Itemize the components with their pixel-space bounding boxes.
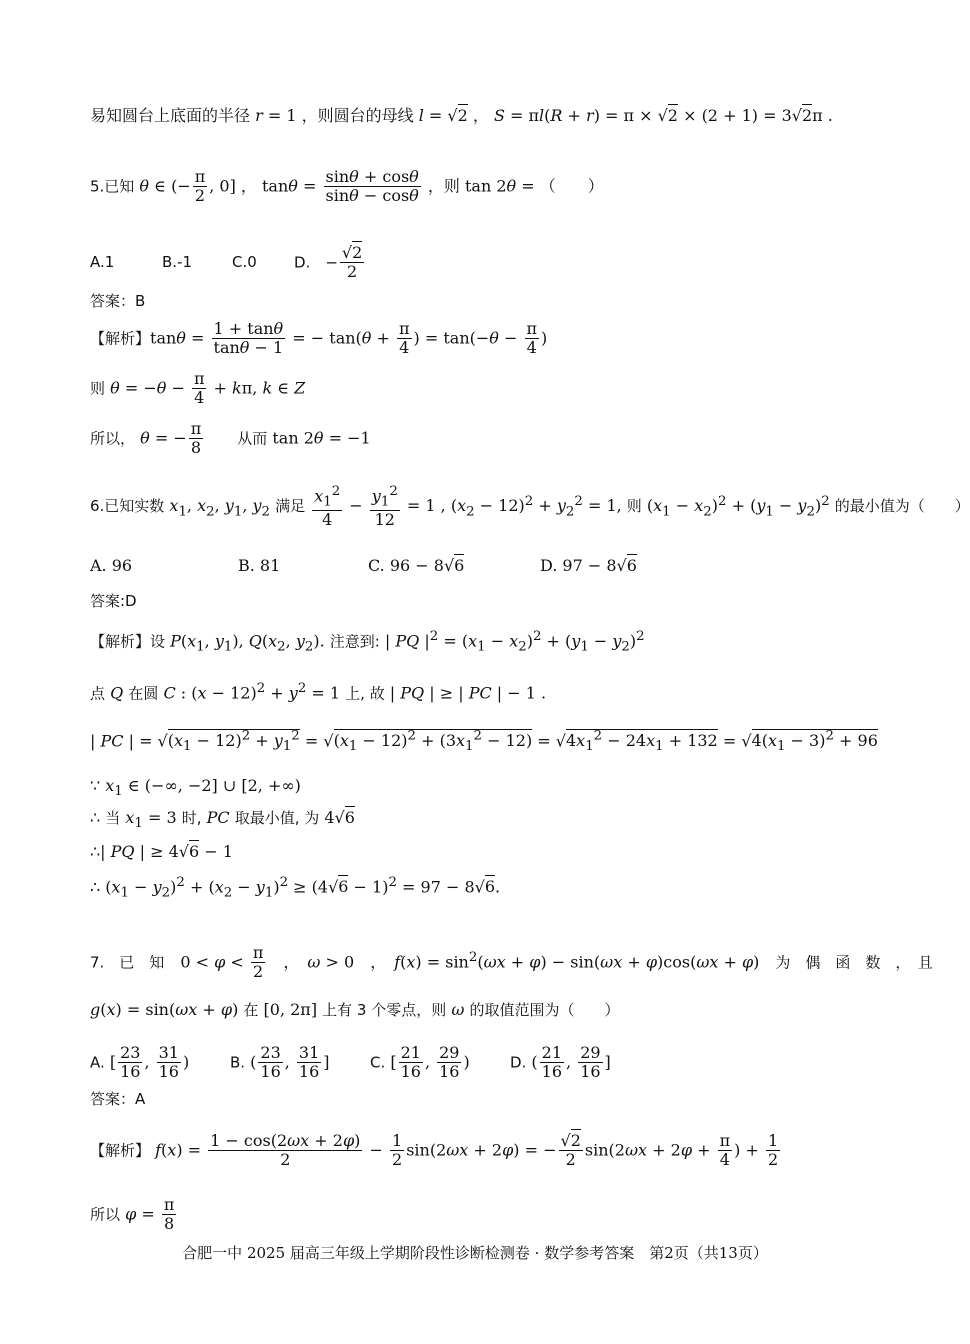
option-b: B. 81 xyxy=(238,556,281,575)
question-6-solution-6: ∴| PQ | ≥ 4√6 − 1 xyxy=(90,842,233,861)
question-6-options xyxy=(90,558,637,574)
option-b: B.-1 xyxy=(162,253,193,272)
question-6-solution-3: | PC | = $√(x_1 - 12)^2 + y_1^2 = √(x_1 - 12)^2 + (3x_1^2 - 12) = √4x_1^2 - 24x_1 + 132 = √4(x_1 - 3)^2 + 96$ xyxy=(90,729,878,755)
question-6-solution-1: 【解析】设 $P(x_1$, $y_1$), $Q(x_2$, $y_2$). 注意到: | PQ $|^2 = (x_1 - x_2)^2 + (y_1 - y_2)^2$ xyxy=(90,629,645,655)
option-c: C. [ $\frac{21}{16}$ , $\frac{29}{16}$ ) xyxy=(370,1043,470,1082)
option-c: C. 96 − 8√6 xyxy=(368,556,465,575)
question-5-solution-3: 所以， θ = − $\frac{\pi}{8}$ 从而 tan 2θ = −1 xyxy=(90,419,371,458)
page-footer: 合肥一中 2025 届高三年级上学期阶段性诊断检测卷 · 数学参考答案 第2页（共13页） xyxy=(182,1244,768,1262)
question-6-solution-7: ∴ $(x_1 - y_2)^2 + (x_2 - y_1)^2 \ge (4√6 - 1)^2 = 97 - 8√6$. xyxy=(90,875,501,901)
option-d: D. ( $\frac{21}{16}$ , $\frac{29}{16}$ ] xyxy=(510,1043,611,1082)
option-b: B. ( $\frac{23}{16}$ , $\frac{31}{16}$ ] xyxy=(230,1043,330,1082)
option-a: A.1 xyxy=(90,253,115,272)
question-6-solution-2: 点 Q 在圆 C : $(x - 12)^2 + y^2 = 1$ 上, 故 | PQ | ≥ | PC | − 1 . xyxy=(90,681,547,703)
question-5-answer: 答案：B xyxy=(90,292,146,310)
line-1 xyxy=(90,108,833,124)
question-7-answer: 答案：A xyxy=(90,1090,146,1108)
question-6-answer: 答案:D xyxy=(90,592,137,610)
question-6-solution-5: ∴ 当 $x_1 = 3$ 时, PC 取最小值, 为 4√6 xyxy=(90,808,355,832)
option-a: A. 96 xyxy=(90,556,133,575)
text: 易知圆台上底面的半径 r = 1 ，则圆台的母线 l = √2 ， S = πl(R + r) = π × √2 × (2 + 1) = 3√2π . xyxy=(90,106,833,125)
question-7-line-2: g(x) = sin(ωx + φ) 在 [0, 2π] 上有 3 个零点，则 ω 的取值范围为（ ） xyxy=(90,1000,620,1019)
option-a: A. [ $\frac{23}{16}$ , $\frac{31}{16}$ ) xyxy=(90,1043,190,1082)
question-7-solution-1: 【解析】 f(x) = $\frac{1 - \cos(2\omega x + 2\varphi)}{2}$ − $\frac{1}{2}$ sin(2ωx + 2φ) = − $\frac{√2}{2}$ sin(2ωx + 2φ + $\frac{\pi}{4}$ ) + $\frac{1}{2}$ xyxy=(90,1131,779,1170)
question-7-options xyxy=(90,1044,611,1082)
question-5-solution-1: 【解析】tanθ = $\frac{1 + \tan\theta}{\tan\theta - 1}$ = − tan(θ + $\frac{\pi}{4}$ ) = tan(−θ − $\frac{\pi}{4}$ ) xyxy=(90,319,548,358)
question-7-solution-2: 所以 φ = $\frac{\pi}{8}$ xyxy=(90,1195,175,1234)
option-d: D. − $\frac{√2}{2}$ xyxy=(294,243,363,282)
question-5-solution-2: 则 θ = −θ − $\frac{\pi}{4}$ + kπ, k ∈ Z xyxy=(90,369,306,408)
question-6: 6.已知实数 $x_1$, $x_2$, $y_1$, $y_2$ 满足 $\frac{x_1^2}{4}$ − $\frac{y_1^2}{12}$ = 1 , $(x_2 - 12)^2 + y_2^2 = 1$, 则 $(x_1 - x_2)^2 + (y_1 - y_2)^2$ 的最小值为（ ） xyxy=(90,484,970,529)
question-5-options xyxy=(90,244,366,282)
option-c: C.0 xyxy=(232,253,257,272)
question-5: 5.已知 θ ∈ (− $\frac{\pi}{2}$ , 0] ， tanθ = $\frac{\sin\theta + \cos\theta}{\sin\theta - \cos\theta}$ ，则 tan 2θ = （ ） xyxy=(90,167,604,206)
option-d: D. 97 − 8√6 xyxy=(540,556,637,575)
question-7-line-1: 7. 已 知 0 < φ < $\frac{\pi}{2}$ ， ω > 0 ， $f(x) = \sin^2(\omega x + \varphi) - \sin(\omega x + \varphi)\cos(\omega x + \varphi)$ 为 偶 函 数 ， 且 xyxy=(90,943,933,982)
question-6-solution-4: ∵ $x_1$ ∈ (−∞, −2] ∪ [2, +∞) xyxy=(90,776,301,800)
